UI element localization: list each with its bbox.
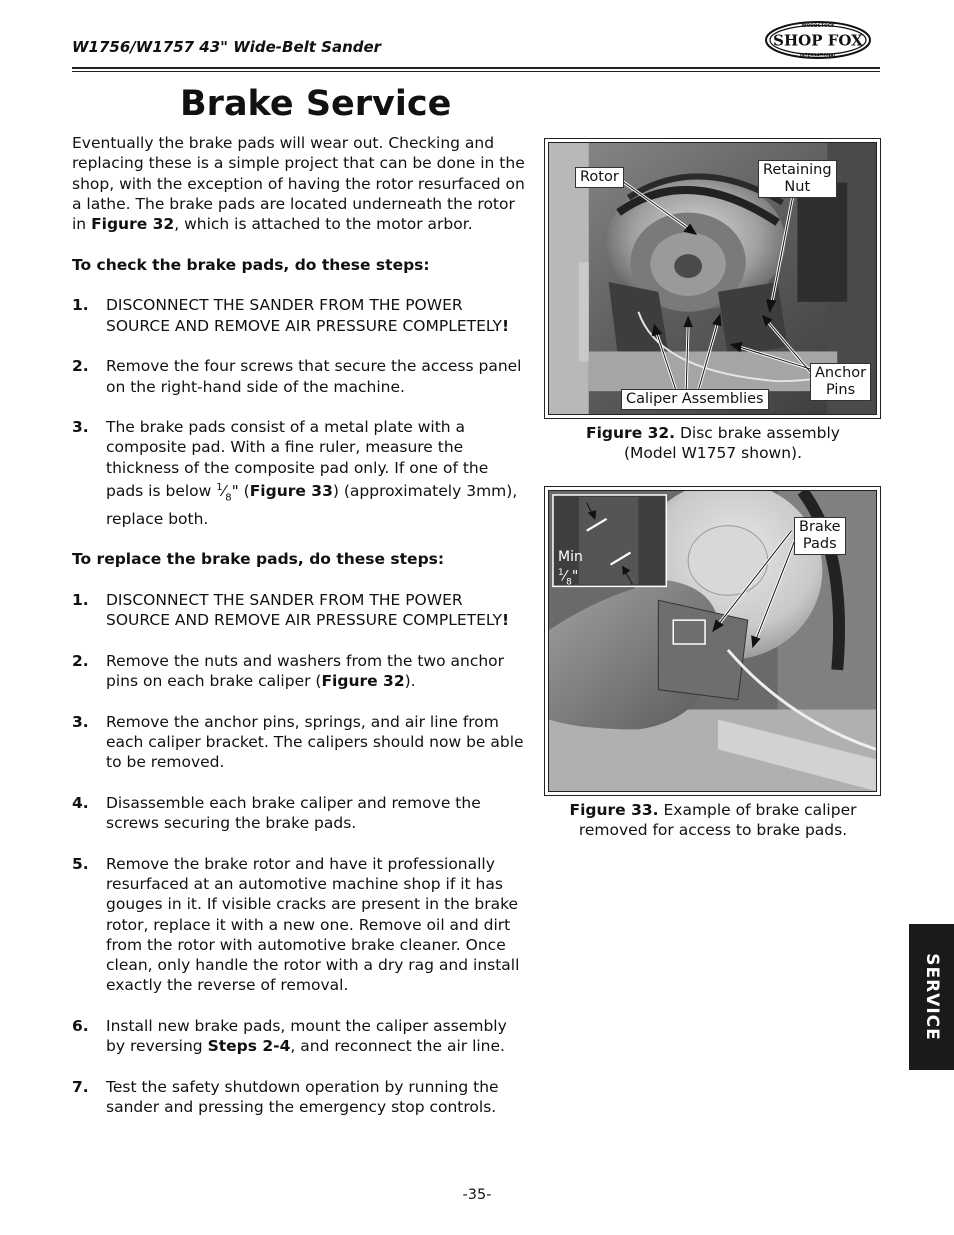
label-min-thickness: Min $^1⁄_8$"	[558, 549, 583, 588]
header-title: W1756/W1757 43" Wide-Belt Sander	[72, 38, 382, 56]
replace-step: 6. Install new brake pads, mount the caliper assembly by reversing Steps 2-4, and reconnect the air line.	[72, 1017, 507, 1056]
figure-ref: Figure 32	[91, 215, 175, 234]
svg-text:INTERNATIONAL: INTERNATIONAL	[799, 52, 837, 58]
replace-heading: To replace the brake pads, do these steps:	[72, 550, 445, 569]
figure-32-caption: Figure 32. Disc brake assembly (Model W1757 shown).	[586, 424, 840, 462]
intro-paragraph: Eventually the brake pads will wear out. Checking and replacing these is a simple project that can be done in the shop, with the exception of having the rotor resurfaced on a lathe. The brake pads are located underneath the rotor in Figure 32, which is attached to the motor arbor.	[72, 134, 525, 234]
svg-text:WOODSTOCK: WOODSTOCK	[801, 24, 835, 29]
label-retaining-nut: Retaining Nut	[758, 160, 837, 198]
svg-text:SHOP FOX: SHOP FOX	[773, 31, 863, 50]
check-step: 3. The brake pads consist of a metal plate with a composite pad. With a fine ruler, measure the thickness of the composite pad only. If one of the pads is below $^1⁄_8$" (Figure 33) (approximately 3mm), replace both.	[72, 418, 518, 528]
label-brake-pads: Brake Pads	[794, 517, 846, 555]
label-anchor-pins: Anchor Pins	[810, 363, 871, 401]
check-step: 1. DISCONNECT THE SANDER FROM THE POWER SOURCE AND REMOVE AIR PRESSURE COMPLETELY!	[72, 296, 510, 335]
body-column	[72, 133, 527, 1118]
step-ref: Steps 2-4	[207, 1037, 291, 1056]
page-number: -35-	[462, 1187, 492, 1203]
section-tab-label: SERVICE	[921, 953, 942, 1041]
replace-step: 7. Test the safety shutdown operation by running the sander and pressing the emergency stop controls.	[72, 1077, 499, 1117]
label-rotor: Rotor	[575, 167, 624, 188]
page-title: Brake Service	[180, 84, 452, 124]
figure-32	[544, 138, 881, 419]
figure-ref: Figure 33	[249, 482, 333, 501]
figure-33-photo	[548, 490, 877, 792]
replace-step: 2. Remove the nuts and washers from the two anchor pins on each brake caliper (Figure 32).	[72, 651, 505, 690]
replace-step: 3. Remove the anchor pins, springs, and air line from each caliper bracket. The calipers should now be able to be removed.	[72, 712, 524, 772]
figure-32-photo	[548, 142, 877, 415]
replace-step: 1. DISCONNECT THE SANDER FROM THE POWER SOURCE AND REMOVE AIR PRESSURE COMPLETELY!	[72, 590, 510, 630]
figure-33-caption: Figure 33. Example of brake caliper removed for access to brake pads.	[569, 801, 857, 839]
check-step: 2. Remove the four screws that secure the access panel on the right-hand side of the machine.	[72, 357, 522, 396]
label-caliper-assemblies: Caliper Assemblies	[621, 389, 769, 410]
figure-ref: Figure 32	[321, 671, 405, 690]
header-rule	[72, 67, 880, 69]
section-tab	[909, 924, 954, 1070]
replace-step: 5. Remove the brake rotor and have it professionally resurfaced at an automotive machine shop if it has gouges in it. If visible cracks are present in the brake rotor, replace it with a new one. Remove oil and dirt from the rotor with automotive brake cleaner. Once clean, only handle the rotor with a dry rag and install exactly the reverse of removal.	[72, 854, 520, 995]
header-rule-thin	[72, 71, 880, 72]
replace-step: 4. Disassemble each brake caliper and remove the screws securing the brake pads.	[72, 793, 481, 833]
shop-fox-logo	[764, 20, 872, 60]
check-heading: To check the brake pads, do these steps:	[72, 255, 430, 274]
figure-33	[544, 486, 881, 796]
